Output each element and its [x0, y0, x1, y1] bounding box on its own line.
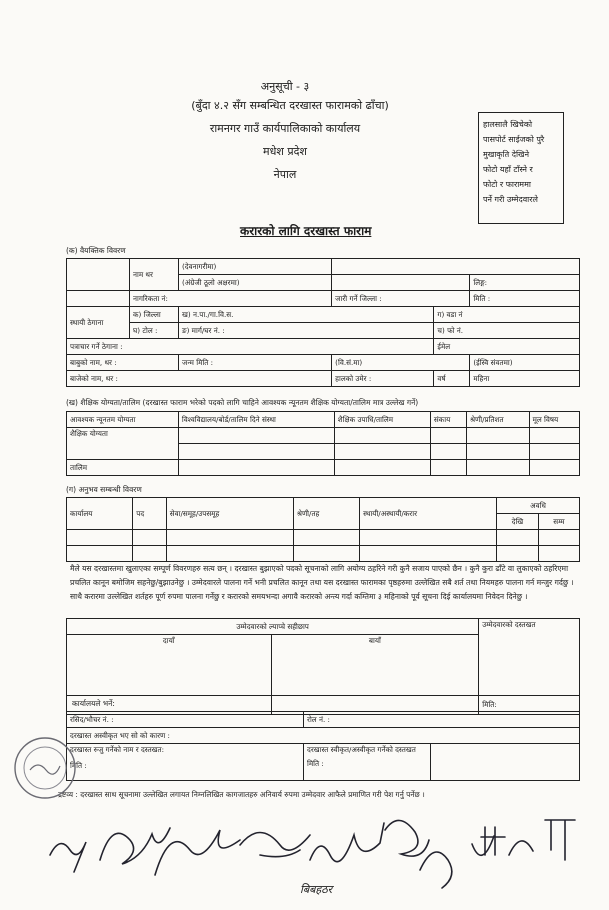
- exp-cell[interactable]: [538, 530, 579, 546]
- photo-note-line: फोटो र फाराममा: [483, 180, 531, 189]
- training-cell[interactable]: [178, 460, 334, 476]
- gender-field[interactable]: लिङ्ग:: [470, 275, 580, 291]
- age-months-field[interactable]: महिना: [470, 371, 580, 387]
- issue-date-field[interactable]: मिति :: [470, 291, 580, 307]
- permanent-address-label: स्थायी ठेगाना: [67, 307, 130, 339]
- training-cell[interactable]: [334, 460, 430, 476]
- approver-cell[interactable]: [304, 744, 431, 781]
- edu-col-faculty: संकाय: [430, 412, 466, 428]
- exp-col-service: सेवा/समूह/उपसमूह: [166, 498, 293, 530]
- exp-cell[interactable]: [497, 530, 539, 546]
- personal-section-label: (क) वैयक्तिक विवरण: [66, 246, 126, 255]
- photo-note-line: फोटो यहाँ टाँस्ने र: [483, 165, 533, 174]
- training-cell[interactable]: [529, 460, 579, 476]
- exp-cell[interactable]: [133, 530, 167, 546]
- edu-col-institution: विश्वविद्यालय/बोर्ड/तालिम दिने संस्था: [178, 412, 334, 428]
- signature-scribble: [481, 827, 533, 855]
- signature-date-field[interactable]: मिति:: [479, 696, 580, 715]
- issuing-district-field[interactable]: जारी गर्ने जिल्ला :: [332, 291, 470, 307]
- contact-address-field[interactable]: पत्राचार गर्ने ठेगाना :: [67, 339, 434, 355]
- district-field[interactable]: क) जिल्ला: [130, 307, 179, 323]
- left-thumb-box[interactable]: बायाँ: [271, 635, 479, 696]
- country-name: नेपाल: [273, 168, 297, 181]
- rejection-reason-field[interactable]: दरखास्त अस्वीकृत भए सो को कारण :: [67, 728, 580, 744]
- dob-label: जन्म मिति :: [179, 355, 332, 371]
- photo-note-line: मुखाकृति देखिने: [483, 150, 530, 159]
- exp-col-from: देखि: [497, 514, 539, 530]
- note-text: द्रष्टव्य : दरखास्त साथ सूचनामा उल्लेखित लगायत निम्नलिखित कागजातहरु अनिवार्य रुपमा उम्मेदवार आफैले प्रमाणित गरी पेश गर्नु पर्नेछ ।: [58, 790, 425, 799]
- photo-placeholder: [478, 112, 564, 224]
- roll-field[interactable]: रोल नं. :: [304, 712, 580, 728]
- signature-scribble: [155, 830, 240, 875]
- edu-cell[interactable]: [466, 444, 529, 460]
- email-field[interactable]: ईमेल: [434, 339, 580, 355]
- photo-note-line: पर्ने गरी उम्मेदवारले: [483, 195, 538, 204]
- exp-col-level: श्रेणी/तह: [293, 498, 359, 530]
- office-use-table: [66, 711, 580, 781]
- personal-details-table: [66, 258, 580, 387]
- signature-scribble: [420, 836, 494, 888]
- exp-col-office: कार्यालय: [67, 498, 133, 530]
- edu-row-label: शैक्षिक योग्यता: [67, 428, 179, 460]
- experience-section-label: (ग) अनुभव सम्बन्धी विवरण: [66, 485, 142, 494]
- phone-field[interactable]: च) फो नं.: [434, 323, 580, 339]
- approver-signature-box[interactable]: [431, 744, 580, 781]
- exp-cell[interactable]: [166, 546, 293, 562]
- signature-scribble: [310, 823, 384, 862]
- training-cell[interactable]: [466, 460, 529, 476]
- declaration-text: मैले यस दरखास्तमा खुलाएका सम्पूर्ण विवरणहरु सत्य छन् । दरखास्त बुझाएको पदको सूचनाको लागि अयोग्य ठहरिने गरी कुनै सजाय पाएको छैन । कुनै कुरा ढाँटे वा लुकाएको ठहरिएमा प्रचलित कानून बमोजिम सहनेछु/बुझाउनेछु । उम्मेदवारले पालना गर्ने भनी प्रचलित कानून तथा यस दरखास्त फारामका पृष्ठहरुमा उल्लेखित सबै शर्त तथा नियमहरु पालना गर्न मन्जुर गर्दछु । साथै करारमा उल्लेखित शर्तहरु पूर्ण रुपमा पालना गर्नेछु र करारको समयभन्दा अगावै करारको अन्त्य गर्दा कम्तिमा ३ महिनाको पूर्व सूचना दिई कार्यालयमा निवेदन दिनेछु ।: [70, 564, 574, 601]
- dob-ad-field[interactable]: (ईस्वि संवतमा): [470, 355, 580, 371]
- devanagari-name-field[interactable]: (देवनागरीमा): [179, 259, 332, 275]
- edu-col-minimum: आवश्यक न्यूनतम योग्यता: [67, 412, 179, 428]
- signature-scribble: [240, 833, 310, 857]
- exp-col-period: अवधि: [497, 498, 580, 514]
- edu-cell[interactable]: [430, 428, 466, 444]
- age-label: हालको उमेर :: [332, 371, 434, 387]
- thumbprint-title: उम्मेदवारको ल्याप्चे सहीछाप: [67, 619, 479, 635]
- exp-cell[interactable]: [67, 530, 133, 546]
- marg-field[interactable]: ङ) मार्ग/घर नं. :: [179, 323, 434, 339]
- signature-scribble: [545, 820, 575, 860]
- photo-note-line: पासपोर्ट साईजको पुरै: [483, 135, 545, 144]
- receiver-cell[interactable]: [67, 744, 304, 781]
- exp-cell[interactable]: [360, 530, 497, 546]
- citizenship-field[interactable]: नागरिकता नं:: [130, 291, 332, 307]
- edu-col-division: श्रेणी/प्रतिशत: [466, 412, 529, 428]
- form-title: करारको लागि दरखास्त फाराम: [240, 224, 372, 238]
- signature-scribble: [50, 842, 86, 872]
- signature-scribble: [385, 820, 429, 856]
- signature-scribble: [100, 828, 170, 864]
- experience-table: [66, 497, 580, 562]
- edu-cell[interactable]: [178, 444, 334, 460]
- edu-cell[interactable]: [178, 428, 334, 444]
- receiver-date-field: मिति :: [70, 761, 87, 770]
- municipality-field[interactable]: ख) न.पा./गा.वि.स.: [179, 307, 434, 323]
- edu-cell[interactable]: [529, 444, 579, 460]
- training-cell[interactable]: [430, 460, 466, 476]
- father-name-field[interactable]: बाबुको नाम, थर :: [67, 355, 179, 371]
- edu-cell[interactable]: [334, 444, 430, 460]
- edu-cell[interactable]: [430, 444, 466, 460]
- province-name: मधेश प्रदेश: [263, 145, 307, 158]
- english-name-field[interactable]: (अंग्रेजी ठूलो अक्षरमा): [179, 275, 332, 291]
- receiver-field: दरखास्त रुजु गर्नेको नाम र दस्तखत:: [70, 745, 165, 754]
- ward-field[interactable]: ग) वडा नं: [434, 307, 580, 323]
- exp-cell[interactable]: [538, 546, 579, 562]
- right-thumb-box[interactable]: दायाँ: [67, 635, 272, 696]
- exp-col-post: पद: [133, 498, 167, 530]
- office-stamp: [10, 730, 80, 808]
- edu-cell[interactable]: [529, 428, 579, 444]
- edu-col-major: मूल विषय: [529, 412, 579, 428]
- education-table: [66, 411, 580, 476]
- exp-cell[interactable]: [133, 546, 167, 562]
- edu-col-degree: शैक्षिक उपाधि/तालिम: [334, 412, 430, 428]
- grandfather-name-field[interactable]: बाजेको नाम, थर :: [67, 371, 332, 387]
- exp-cell[interactable]: [360, 546, 497, 562]
- education-section-label: (ख) शैक्षिक योग्यता/तालिम (दरखास्त फाराम भरेको पदको लागि चाहिने आवश्यक न्यूनतम शैक्षिक योग्यता/तालिम मात्र उल्लेख गर्ने): [66, 398, 419, 407]
- photo-note-line: हालसालै खिचेको: [483, 120, 533, 129]
- form-clause: (बुँदा ४.२ सँग सम्बन्धित दरखास्त फारामको ढाँचा): [191, 99, 389, 112]
- exp-cell[interactable]: [166, 530, 293, 546]
- receipt-field[interactable]: रसिद/भौचर नं. :: [67, 712, 304, 728]
- signature-table: [66, 618, 580, 715]
- office-use-label: कार्यालयले भर्ने:: [72, 699, 115, 708]
- approver-field: दरखास्त स्वीकृत/अस्वीकृत गर्नेको दस्तखत: [307, 745, 416, 754]
- exp-cell[interactable]: [293, 530, 359, 546]
- approver-date-field: मिति :: [307, 759, 324, 768]
- dob-bs-field[interactable]: (वि.सं.मा): [332, 355, 470, 371]
- edu-cell[interactable]: [466, 428, 529, 444]
- exp-col-type: स्थायी/अस्थायी/करार: [360, 498, 497, 530]
- edu-cell[interactable]: [334, 428, 430, 444]
- name-label: नाम थर: [130, 259, 179, 291]
- exp-cell[interactable]: [293, 546, 359, 562]
- training-row-label: तालिम: [67, 460, 179, 476]
- signature-title: उम्मेदवारको दस्तखत: [479, 619, 580, 696]
- tole-field[interactable]: घ) टोल :: [130, 323, 179, 339]
- age-years-field[interactable]: वर्ष: [434, 371, 470, 387]
- schedule-label: अनुसूची - ३: [260, 80, 310, 93]
- handwritten-name: बिबहठर: [300, 883, 333, 896]
- office-name: रामनगर गाउँ कार्यपालिकाको कार्यालय: [209, 122, 361, 135]
- exp-cell[interactable]: [497, 546, 539, 562]
- devanagari-name-value[interactable]: [332, 259, 580, 275]
- exp-col-to: सम्म: [538, 514, 579, 530]
- english-name-value[interactable]: [332, 275, 470, 291]
- exp-cell[interactable]: [67, 546, 133, 562]
